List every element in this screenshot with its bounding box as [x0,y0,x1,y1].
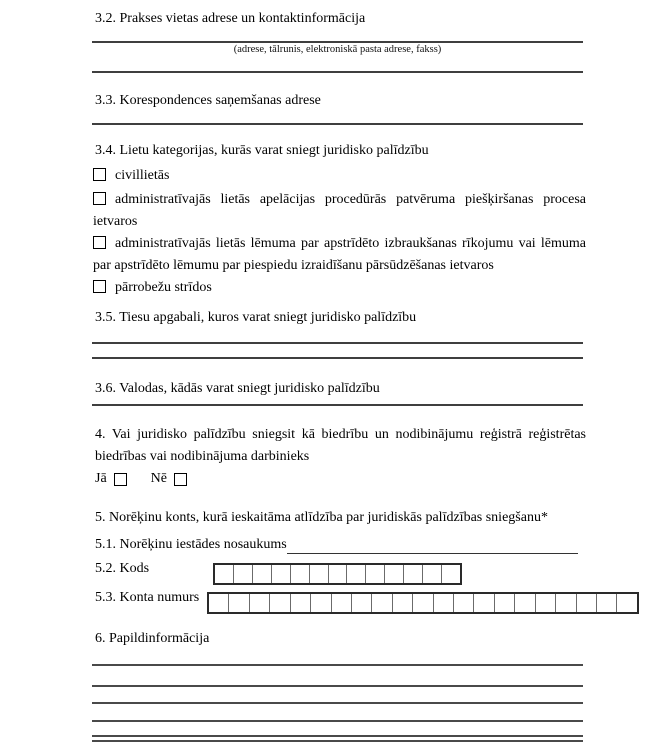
field-5-2-label: 5.2. Kods [95,561,150,576]
blank-writing-line[interactable] [92,404,583,406]
char-cell[interactable] [311,594,331,612]
blank-writing-line[interactable] [92,71,583,73]
blank-writing-line[interactable] [92,342,583,344]
blank-writing-line[interactable] [92,41,583,43]
blank-writing-line[interactable] [92,357,583,359]
char-cell[interactable] [536,594,556,612]
char-cell[interactable] [229,594,249,612]
field-5-3-label: 5.3. Konta numurs [95,590,200,605]
field-5-3-cell-grid[interactable] [207,592,639,614]
char-cell[interactable] [577,594,597,612]
option-label: administratīvajās lietās apelācijas procedūrās patvēruma piešķiršanas procesa ietvaros [93,192,586,229]
char-cell[interactable] [442,565,460,583]
section-6-heading: 6. Papildinformācija [95,631,210,646]
char-cell[interactable] [253,565,272,583]
char-cell[interactable] [556,594,576,612]
char-cell[interactable] [404,565,423,583]
yes-no-row [95,471,187,487]
blank-writing-line[interactable] [92,735,583,737]
char-cell[interactable] [617,594,636,612]
section-5-heading: 5. Norēķinu konts, kurā ieskaitāma atlīdzība par juridiskās palīdzības sniegšanu* [95,510,548,525]
section-3-4-heading: 3.4. Lietu kategorijas, kurās varat sniegt juridisko palīdzību [95,143,429,158]
blank-writing-line[interactable] [92,685,583,687]
char-cell[interactable] [423,565,442,583]
section-3-6-heading: 3.6. Valodas, kādās varat sniegt juridisko palīdzību [95,381,380,396]
checkbox-civillietas[interactable] [93,168,106,181]
char-cell[interactable] [393,594,413,612]
blank-writing-line[interactable] [92,123,583,125]
checkbox-admin-lemuma[interactable] [93,236,106,249]
section-3-5-heading: 3.5. Tiesu apgabali, kuros varat sniegt juridisko palīdzību [95,310,417,325]
address-caption: (adrese, tālrunis, elektroniskā pasta adrese, fakss) [233,44,442,55]
char-cell[interactable] [250,594,270,612]
char-cell[interactable] [515,594,535,612]
checkbox-admin-apelacijas[interactable] [93,192,106,205]
yes-label: Jā [95,471,107,486]
option-label: administratīvajās lietās lēmuma par apstrīdēto izbraukšanas rīkojumu vai lēmuma par apstrīdēto lēmumu par piespiedu izraidīšanu pārsūdzēšanas ietvaros [93,236,586,273]
option-civillietas [93,166,586,186]
no-label: Nē [150,471,167,486]
option-label: pārrobežu strīdos [115,280,212,295]
option-parrobezu [93,278,586,298]
section-3-2-heading: 3.2. Prakses vietas adrese un kontaktinformācija [95,11,366,26]
char-cell[interactable] [291,594,311,612]
char-cell[interactable] [366,565,385,583]
char-cell[interactable] [597,594,617,612]
char-cell[interactable] [474,594,494,612]
char-cell[interactable] [413,594,433,612]
char-cell[interactable] [234,565,253,583]
blank-writing-line[interactable] [92,702,583,704]
blank-writing-line[interactable] [92,720,583,722]
char-cell[interactable] [310,565,329,583]
char-cell[interactable] [291,565,310,583]
checkbox-no[interactable] [174,473,187,486]
option-admin-apelacijas [93,189,586,233]
blank-writing-line[interactable] [92,664,583,666]
checkbox-yes[interactable] [114,473,127,486]
char-cell[interactable] [272,565,291,583]
option-label: civillietās [115,168,170,183]
checkbox-parrobezu[interactable] [93,280,106,293]
section-3-3-heading: 3.3. Korespondences saņemšanas adrese [95,93,321,108]
char-cell[interactable] [434,594,454,612]
blank-writing-line[interactable] [92,740,583,742]
char-cell[interactable] [454,594,474,612]
char-cell[interactable] [209,594,229,612]
char-cell[interactable] [495,594,515,612]
field-5-1-label: 5.1. Norēķinu iestādes nosaukums [95,537,287,552]
char-cell[interactable] [347,565,366,583]
char-cell[interactable] [215,565,234,583]
char-cell[interactable] [372,594,392,612]
field-5-2-cell-grid[interactable] [213,563,462,585]
section-4-heading: 4. Vai juridisko palīdzību sniegsit kā biedrību un nodibinājumu reģistrā reģistrētas biedrības vai nodibinājuma darbinieks [95,427,586,464]
char-cell[interactable] [385,565,404,583]
field-5-1-input-line[interactable] [287,537,578,554]
char-cell[interactable] [352,594,372,612]
option-admin-lemuma [93,233,586,277]
char-cell[interactable] [332,594,352,612]
field-5-1-row [95,536,578,554]
char-cell[interactable] [329,565,348,583]
char-cell[interactable] [270,594,290,612]
